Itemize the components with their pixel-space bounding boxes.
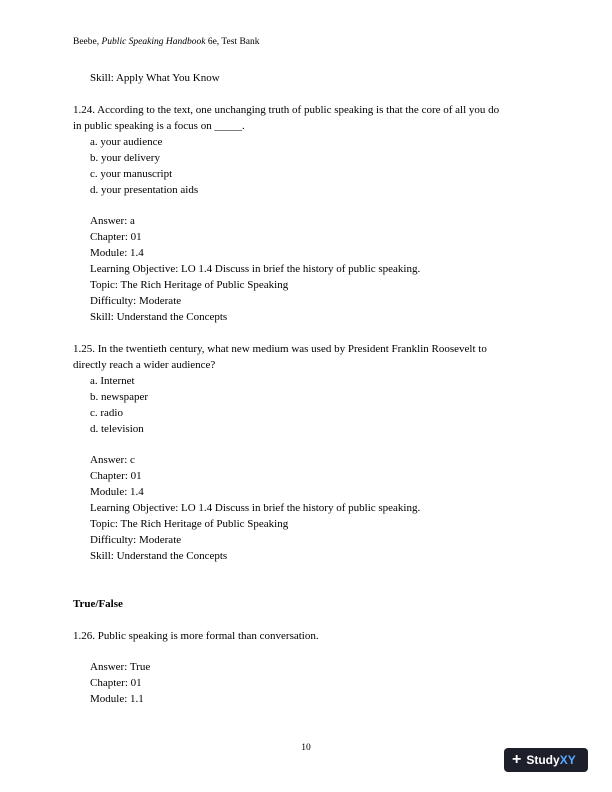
- q24-module: Module: 1.4: [90, 247, 144, 259]
- q25-chapter: Chapter: 01: [90, 470, 142, 482]
- q25-topic: Topic: The Rich Heritage of Public Speaking: [90, 518, 289, 530]
- q25-stem-line2: directly reach a wider audience?: [73, 359, 216, 371]
- q25-difficulty: Difficulty: Moderate: [90, 534, 182, 546]
- q24-stem-line1: 1.24. According to the text, one unchanging truth of public speaking is that the core of all you do: [73, 104, 500, 116]
- q25-answer: Answer: c: [90, 454, 135, 466]
- q25-option-b: b. newspaper: [90, 391, 149, 403]
- q25-option-d: d. television: [90, 423, 144, 435]
- header-book-title: Public Speaking Handbook: [101, 37, 206, 47]
- header-author: Beebe,: [73, 37, 102, 47]
- q24-objective: Learning Objective: LO 1.4 Discuss in brief the history of public speaking.: [90, 263, 421, 275]
- q26-answer: Answer: True: [90, 661, 151, 673]
- running-header: [73, 37, 260, 47]
- q25-option-a: a. Internet: [90, 375, 135, 387]
- badge-text-study: Study: [526, 753, 560, 767]
- q25-skill: Skill: Understand the Concepts: [90, 550, 228, 562]
- badge-text-xy: XY: [559, 753, 576, 767]
- q26-module: Module: 1.1: [90, 693, 144, 705]
- q24-option-b: b. your delivery: [90, 152, 160, 164]
- header-edition: 6e, Test Bank: [205, 37, 260, 47]
- q25-module: Module: 1.4: [90, 486, 144, 498]
- q24-option-c: c. your manuscript: [90, 168, 173, 180]
- q24-option-d: d. your presentation aids: [90, 184, 199, 196]
- q26-chapter: Chapter: 01: [90, 677, 142, 689]
- plus-icon: +: [512, 751, 522, 768]
- q24-stem-line2: in public speaking is a focus on _____.: [73, 120, 245, 132]
- page-number: 10: [301, 743, 311, 753]
- q24-option-a: a. your audience: [90, 136, 163, 148]
- studyxy-badge[interactable]: [504, 748, 588, 772]
- q24-difficulty: Difficulty: Moderate: [90, 295, 182, 307]
- q25-stem-line1: 1.25. In the twentieth century, what new medium was used by President Franklin Roosevelt to: [73, 343, 487, 355]
- q26-stem: 1.26. Public speaking is more formal than conversation.: [73, 630, 319, 642]
- section-title: True/False: [73, 598, 123, 610]
- q24-topic: Topic: The Rich Heritage of Public Speaking: [90, 279, 289, 291]
- q24-chapter: Chapter: 01: [90, 231, 142, 243]
- q24-answer: Answer: a: [90, 215, 135, 227]
- q24-skill: Skill: Understand the Concepts: [90, 311, 228, 323]
- top-skill: Skill: Apply What You Know: [90, 72, 220, 84]
- q25-option-c: c. radio: [90, 407, 123, 419]
- q25-objective: Learning Objective: LO 1.4 Discuss in brief the history of public speaking.: [90, 502, 421, 514]
